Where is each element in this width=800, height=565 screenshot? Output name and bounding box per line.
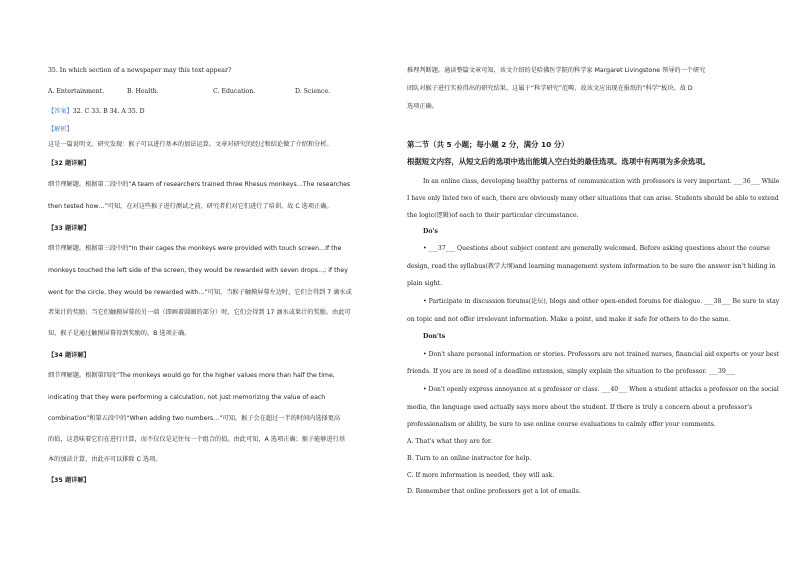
dos-item-line: plain sight. xyxy=(407,280,443,287)
passage-intro-line: In an online class, developing healthy patterns of communication with professors is very important. ___36___ While xyxy=(423,178,780,185)
explain-32-line: then tested how…”可知，在对这些猴子进行测试之前，研究者们对它们进行了培训。故 C 选项正确。 xyxy=(48,203,333,210)
explain-34-line: indicating that they were performing a calculation, not just memorizing the value of each xyxy=(48,394,326,401)
dos-item-line: • ___37___ Questions about subject content are generally welcomed. Before asking questions about the course xyxy=(423,245,770,252)
explain-34-head: 【34 题详解】 xyxy=(48,352,90,359)
explain-34-line: 的值，这意味着它们在进行计算，而不仅仅是记住每一个组合的值。由此可知，A 选项正确；猴子能够进行基 xyxy=(48,436,346,443)
explain-33-line: went for the circle, they would be rewarded with…”可知，当猴子触摸屏幕左边时，它们会得到 7 滴水或 xyxy=(48,289,352,296)
explain-35-head: 【35 题详解】 xyxy=(48,477,90,484)
explain-32-line: 细节理解题。根据第二段中的“A team of researchers trained three Rhesus monkeys…The researches xyxy=(48,181,351,188)
passage-intro-line: the logic(逻辑)of each to their particular circumstance. xyxy=(407,212,579,219)
answer-line xyxy=(48,108,145,116)
explain-35-line: 推理判断题。通读整篇文章可知，该文介绍的是哈佛医学院的科学家 Margaret Livingstone 领导的一个研究 xyxy=(407,67,706,74)
dos-item-line: on topic and not offer irrelevant information. Make a point, and make it safe for others to do the same. xyxy=(407,316,731,323)
dos-item-line: • Participate in discussion forums(论坛), blogs and other open-ended forums for dialogue. ___38___ Be sure to stay xyxy=(423,298,780,305)
donts-item-line: • Don't share personal information or stories. Professors are not trained nurses, financial aid experts or your best xyxy=(423,351,780,358)
explain-35-line: 团队对猴子进行实验得出的研究结果。这属于“科学研究”范畴，故该文应出现在报纸的“科学”板块。故 D xyxy=(407,85,693,92)
explain-34-line: combination”和第五段中的“When adding two numbers…”可知，猴子会在超过一半的时间内选择更高 xyxy=(48,415,341,422)
dos-heading: Do's xyxy=(423,228,438,235)
option-b: B. Health. xyxy=(127,88,159,95)
dos-item-line: design, read the syllabus(教学大纲)and learning management system information to be sure the answer isn't hiding in xyxy=(407,263,776,270)
passage-intro-line: I have only listed two of each, there are obviously many other situations that can arise. Students should be able to extend xyxy=(407,195,779,202)
answer-label: 【答案】 xyxy=(48,108,73,115)
option-a: A. Entertainment. xyxy=(48,88,105,95)
option-c: C. Education. xyxy=(213,88,256,95)
choice-option: C. If more information is needed, they will ask. xyxy=(407,472,555,479)
explain-35-line: 选项正确。 xyxy=(407,103,438,110)
explain-33-line: 者果汁的奖励；当它们触摸屏幕的另一端（即画着圆圈的部分）时，它们会得到 17 滴水或果汁的奖励。由此可 xyxy=(48,309,351,316)
question-35: 35. In which section of a newspaper may this text appear? xyxy=(48,67,232,74)
choice-option: A. That's what they are for. xyxy=(407,438,493,445)
explain-33-head: 【33 题详解】 xyxy=(48,225,90,232)
section-instructions: 根据短文内容，从短文后的选项中选出能填入空白处的最佳选项。选项中有两项为多余选项。 xyxy=(407,157,711,166)
donts-item-line: • Don't openly express annoyance at a professor or class. ___40___ When a student attacks a professor on the social xyxy=(423,386,779,393)
donts-item-line: media, the language used actually says more about the student. If there is truly a concern about a professor's xyxy=(407,404,753,411)
explain-34-line: 细节理解题。根据第四段“The monkeys would go for the higher values more than half the time, xyxy=(48,372,335,379)
choice-option: B. Turn to an online instructor for help. xyxy=(407,455,532,462)
explain-33-line: monkeys touched the left side of the screen, they would be rewarded with seven drops…; if they xyxy=(48,267,348,274)
explain-33-line: 细节理解题。根据第三段中的“In their cages the monkeys were provided with touch screen…If the xyxy=(48,245,342,252)
donts-heading: Don'ts xyxy=(423,333,446,340)
explain-32-head: 【32 题详解】 xyxy=(48,160,90,167)
explain-33-line: 知，猴子是通过触摸屏幕得到奖励的。B 选项正确。 xyxy=(48,330,191,337)
donts-item-line: professionalism or ability, be sure to use online course evaluations to calmly offer your comments. xyxy=(407,421,716,428)
explain-34-line: 本的加法计算，由此亦可以排除 C 选项。 xyxy=(48,456,162,463)
choice-option: D. Remember that online professors get a lot of emails. xyxy=(407,488,581,495)
option-d: D. Science. xyxy=(295,88,331,95)
donts-item-line: friends. If you are in need of a deadline extension, simply explain the situation to the professor. ___39___ xyxy=(407,368,736,375)
summary: 这是一篇说明文。研究发现：猴子可以进行基本的加法运算。文章对研究的经过和结论做了介绍和分析。 xyxy=(48,141,333,148)
analysis-label: 【解析】 xyxy=(48,126,73,133)
section-title: 第二节（共 5 小题；每小题 2 分，满分 10 分） xyxy=(407,140,569,149)
answer-values: 32. C 33. B 34. A 35. D xyxy=(72,108,145,115)
